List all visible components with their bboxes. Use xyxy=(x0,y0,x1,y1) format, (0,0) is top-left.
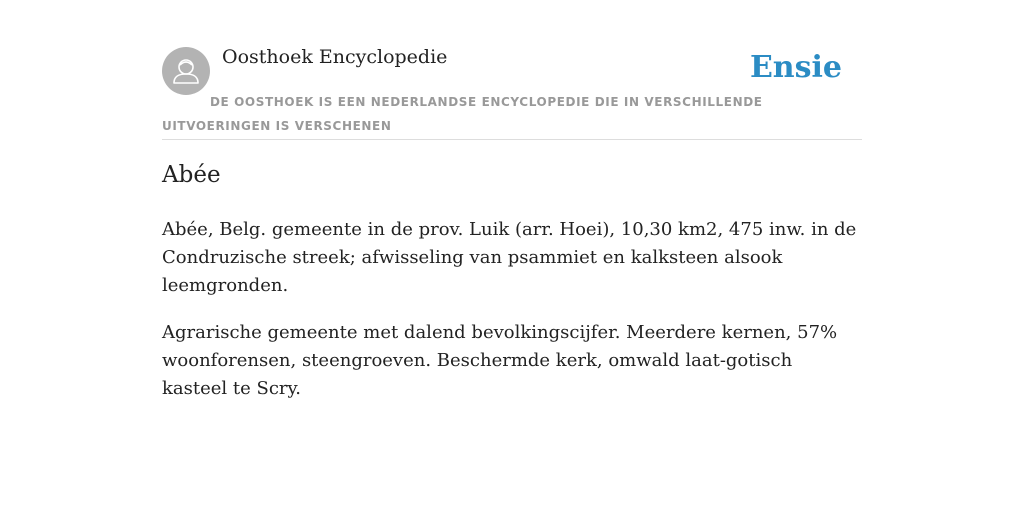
header xyxy=(162,0,862,140)
publisher-avatar[interactable] xyxy=(162,47,210,95)
page xyxy=(162,0,862,399)
user-icon xyxy=(162,47,210,95)
article-body xyxy=(162,216,862,422)
article-paragraph: Agrarische gemeente met dalend bevolkingscijfer. Meerdere kernen, 57% woonforensen, steengroeven. Beschermde kerk, omwald laat-gotisch kasteel te Scry. xyxy=(162,322,838,399)
brand-logo[interactable]: Ensie xyxy=(749,50,842,85)
article-title: Abée xyxy=(162,162,221,188)
publisher-name[interactable]: Oosthoek Encyclopedie xyxy=(222,46,448,68)
article-paragraph: Abée, Belg. gemeente in de prov. Luik (arr. Hoei), 10,30 km2, 475 inw. in de Condruzische streek; afwisseling van psammiet en kalksteen alsook leemgronden. xyxy=(162,219,857,296)
publisher-tagline: DE OOSTHOEK IS EEN NEDERLANDSE ENCYCLOPEDIE DIE IN VERSCHILLENDE UITVOERINGEN IS VERSCHENEN xyxy=(162,95,763,133)
